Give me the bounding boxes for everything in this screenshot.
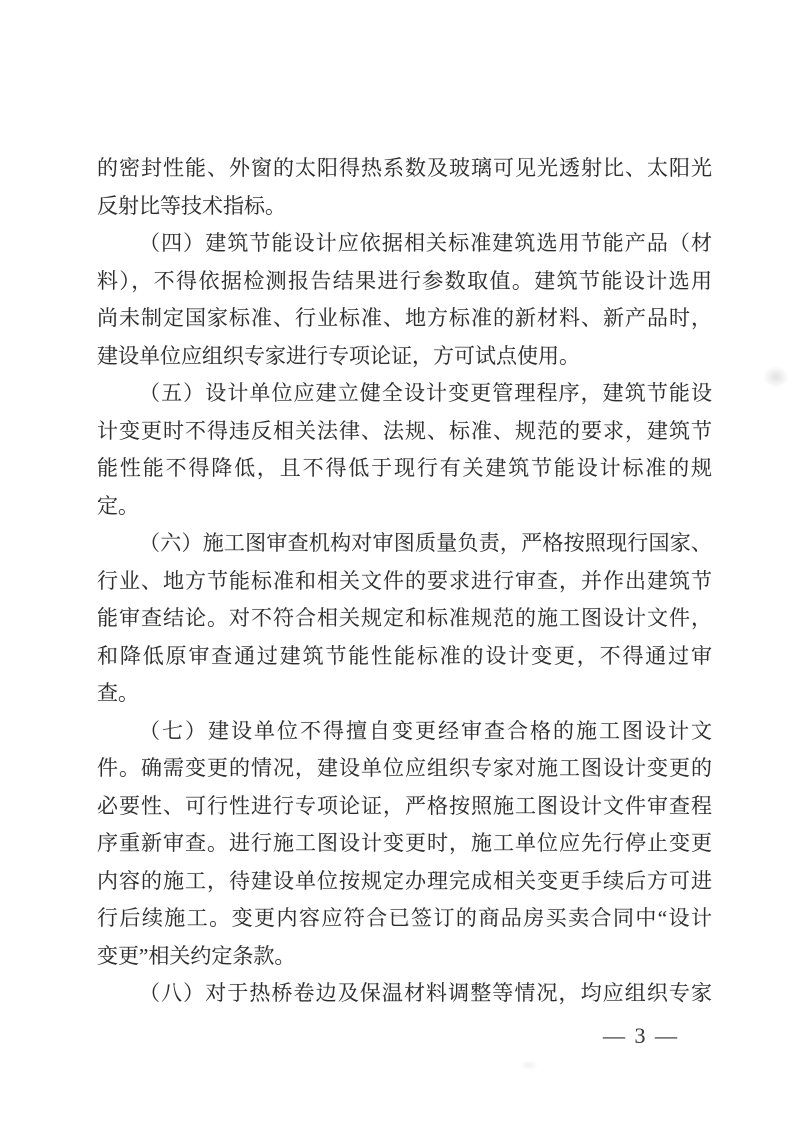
- body-line: 反射比等技术指标。: [97, 193, 286, 218]
- body-line: 内容的施工，待建设单位按规定办理完成相关变更手续后方可进: [97, 868, 712, 893]
- body-line: 必要性、可行性进行专项论证，严格按照施工图设计文件审查程: [97, 793, 712, 818]
- body-line: 件。确需变更的情况，建设单位应组织专家对施工图设计变更的: [97, 756, 712, 780]
- body-line: （七）建设单位不得擅自变更经审查合格的施工图设计文: [139, 718, 712, 743]
- body-line: 变更”相关约定条款。: [97, 943, 296, 968]
- body-line: 计变更时不得违反相关法律、法规、标准、规范的要求，建筑节: [97, 418, 712, 443]
- body-line: 的密封性能、外窗的太阳得热系数及玻璃可见光透射比、太阳光: [97, 156, 712, 180]
- body-line: 序重新审查。进行施工图设计变更时，施工单位应先行停止变更: [97, 831, 712, 855]
- body-line: 行后续施工。变更内容应符合已签订的商品房买卖合同中“设计: [97, 906, 712, 930]
- body-line: 能审查结论。对不符合相关规定和标准规范的施工图设计文件，: [97, 606, 712, 630]
- body-line: 能性能不得降低，且不得低于现行有关建筑节能设计标准的规: [97, 456, 712, 480]
- body-line: （八）对于热桥卷边及保温材料调整等情况，均应组织专家: [139, 981, 712, 1005]
- body-line: 查。: [97, 681, 139, 705]
- body-line: 料），不得依据检测报告结果进行参数取值。建筑节能设计选用: [97, 268, 712, 293]
- body-line: 建设单位应组织专家进行专项论证，方可试点使用。: [97, 343, 580, 368]
- body-line: 和降低原审查通过建筑节能性能标准的设计变更，不得通过审: [97, 643, 712, 668]
- body-line: 行业、地方节能标准和相关文件的要求进行审查，并作出建筑节: [97, 568, 712, 593]
- body-line: （六）施工图审查机构对审图质量负责，严格按照现行国家、: [139, 531, 712, 555]
- body-line: 定。: [97, 493, 139, 518]
- scan-smudge: [763, 366, 789, 388]
- body-line: （四）建筑节能设计应依据相关标准建筑选用节能产品（材: [139, 231, 712, 255]
- body-line: （五）设计单位应建立健全设计变更管理程序，建筑节能设: [139, 381, 712, 405]
- body-line: 尚未制定国家标准、行业标准、地方标准的新材料、新产品时，: [97, 306, 712, 330]
- document-body: [97, 150, 712, 1013]
- page-number: — 3 —: [603, 1023, 679, 1048]
- scan-smudge: [520, 1060, 538, 1070]
